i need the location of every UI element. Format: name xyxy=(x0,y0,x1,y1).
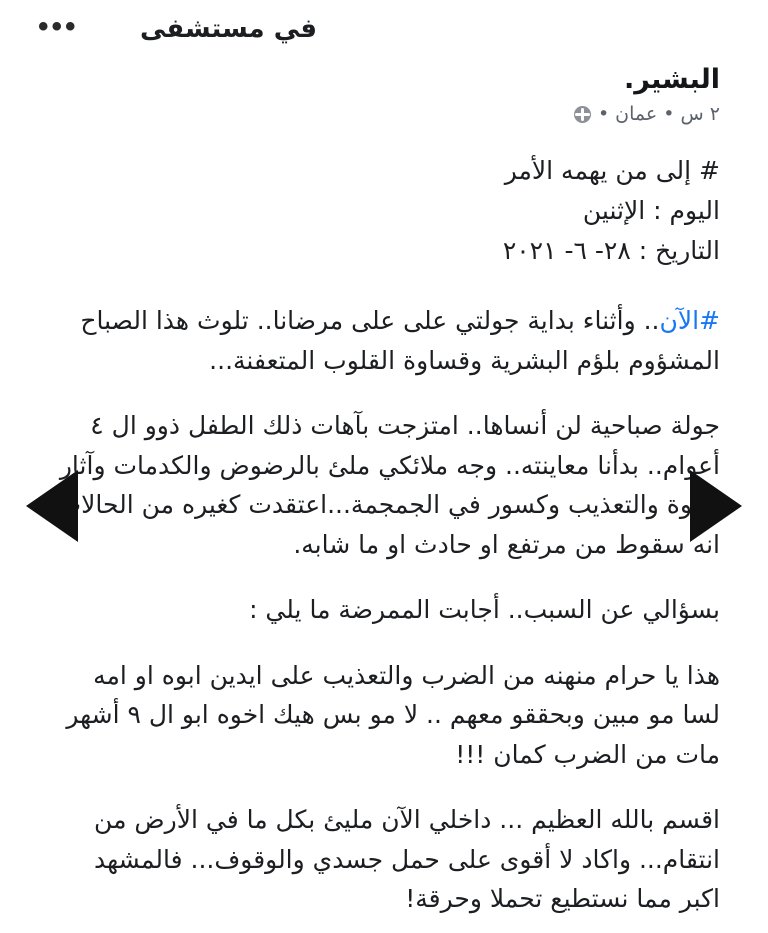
post-paragraph-2: جولة صباحية لن أنساها.. امتزجت بآهات ذلك الطفل ذوو ال ٤ أعوام.. بدأنا معاينته.. وجه ملائكي ملئ بالرضوض والكدمات وآثار القوة والتعذيب وكسور في الجمجمة...اعتقدت كغيره من الحالات انه سقوط من مرتفع او حادث او ما شابه. xyxy=(57,411,720,559)
post-paragraph-3: بسؤالي عن السبب.. أجابت الممرضة ما يلي : xyxy=(249,595,720,624)
post-body xyxy=(0,125,768,919)
post-heading-line-1: # إلى من يهمه الأمر xyxy=(504,156,720,185)
post-heading-line-2: اليوم : الإثنين xyxy=(582,196,720,225)
more-options-icon[interactable]: ••• xyxy=(38,10,79,43)
header-snippet-text: في مستشفى xyxy=(140,14,318,44)
post-paragraph-4: هذا يا حرام منهنه من الضرب والتعذيب على ايدين ابوه او امه لسا مو مبين وبحققو معهم .. لا مو بس هيك اخوه ابو ال ٩ أشهر مات من الضرب كمان !!! xyxy=(66,660,720,769)
post-meta xyxy=(0,103,720,125)
next-arrow-icon[interactable] xyxy=(690,470,742,542)
post-timestamp[interactable]: ٢ س • عمان • xyxy=(597,103,720,125)
previous-arrow-icon[interactable] xyxy=(26,470,78,542)
globe-icon xyxy=(574,106,591,123)
author-name[interactable]: البشير. xyxy=(624,64,720,95)
post-heading-line-3: التاريخ : ٢٨- ٦- ٢٠٢١ xyxy=(502,236,720,265)
post-paragraph-1-text: .. وأثناء بداية جولتي على على مرضانا.. تلوث هذا الصباح المشؤوم بلؤم البشرية وقساوة القلوب المتعفنة... xyxy=(80,306,720,375)
post-paragraph-1 xyxy=(48,301,720,380)
header xyxy=(0,0,768,62)
author-block xyxy=(0,64,768,125)
hashtag-link[interactable]: #الآن xyxy=(659,306,720,335)
post-paragraph-5: اقسم بالله العظيم ... داخلي الآن مليئ بكل ما في الأرض من انتقام... واكاد لا أقوى على حمل جسدي والوقوف... فالمشهد اكبر مما نستطيع تحملا وحرقة! xyxy=(94,805,720,913)
post-heading xyxy=(48,151,720,271)
